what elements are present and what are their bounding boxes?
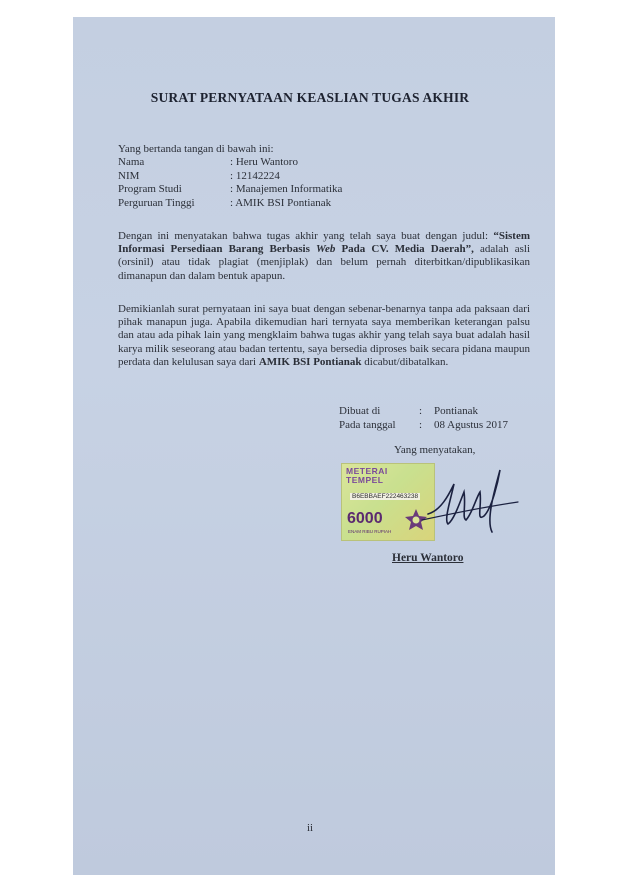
stamp-serial: B6EBBAEF222463238 — [352, 493, 419, 500]
signer-phrase: Yang menyatakan, — [394, 444, 476, 456]
statement-lead: Dengan ini menyatakan bahwa tugas akhir yang telah saya buat dengan judul: — [118, 230, 489, 242]
identity-label: NIM — [118, 169, 140, 182]
declaration-institution: AMIK BSI Pontianak — [258, 355, 362, 368]
stamp-heading — [346, 467, 388, 485]
identity-value: : Heru Wantoro — [230, 156, 298, 170]
identity-row-institution — [118, 197, 342, 211]
identity-list — [118, 156, 342, 210]
place-date-block — [339, 404, 508, 432]
identity-value: : 12142224 — [230, 170, 280, 184]
place-row — [339, 404, 508, 418]
intro-text: Yang bertanda tangan di bawah ini: — [118, 143, 274, 155]
stamp-line1: METERAI — [346, 466, 388, 476]
page-number: ii — [306, 822, 314, 834]
date-label: Pada tanggal — [339, 419, 396, 431]
declaration-text: Demikianlah surat pernyataan ini saya buat dengan sebenar-benarnya tanpa ada paksaan dari pihak manapun juga. Apabila dikemudian hari ternyata saya memberikan keterangan palsu dan atau ada pihak lain yang mengklaim bahwa tugas akhir yang telah saya buat adalah hasil karya milik seseorang atau badan tertentu, saya bersedia diproses baik secara pidana maupun perdata dan kelulusan saya dari — [118, 303, 530, 368]
place-label: Dibuat di — [339, 405, 381, 417]
stamp-value: 6000 — [347, 510, 383, 527]
date-value: 08 Agustus 2017 — [434, 419, 508, 431]
project-title: “Sistem Informasi Persediaan Barang Berbasis — [118, 230, 530, 256]
identity-label: Program Studi — [118, 183, 182, 195]
identity-value: : Manajemen Informatika — [230, 183, 342, 197]
identity-value: : AMIK BSI Pontianak — [230, 197, 331, 211]
signature-icon — [420, 462, 520, 542]
declaration-end: dicabut/dibatalkan. — [364, 355, 449, 368]
project-title-end: Pada CV. Media Daerah”, — [341, 243, 474, 256]
colon-separator: : — [419, 405, 423, 417]
project-title-web: Web — [315, 243, 336, 256]
signer-name: Heru Wantoro — [392, 552, 464, 564]
identity-label: Perguruan Tinggi — [118, 196, 195, 209]
statement-paragraph — [118, 230, 530, 283]
stamp-line2: TEMPEL — [346, 475, 384, 485]
identity-row-nim — [118, 170, 342, 184]
identity-row-name — [118, 156, 342, 170]
place-value: Pontianak — [434, 405, 478, 417]
declaration-paragraph — [118, 303, 530, 369]
identity-label: Nama — [118, 156, 145, 168]
colon-separator: : — [419, 419, 423, 431]
date-row — [339, 418, 508, 432]
document-title: SURAT PERNYATAAN KEASLIAN TUGAS AKHIR — [150, 90, 470, 105]
identity-row-program — [118, 183, 342, 197]
statement-tail: adalah asli (orsinil) atau tidak plagiat (menjiplak) dan belum pernah diterbitkan/dipublikasikan dimanapun dan dalam bentuk apapun. — [118, 243, 531, 282]
stamp-words: ENAM RIBU RUPIAH — [348, 529, 392, 534]
